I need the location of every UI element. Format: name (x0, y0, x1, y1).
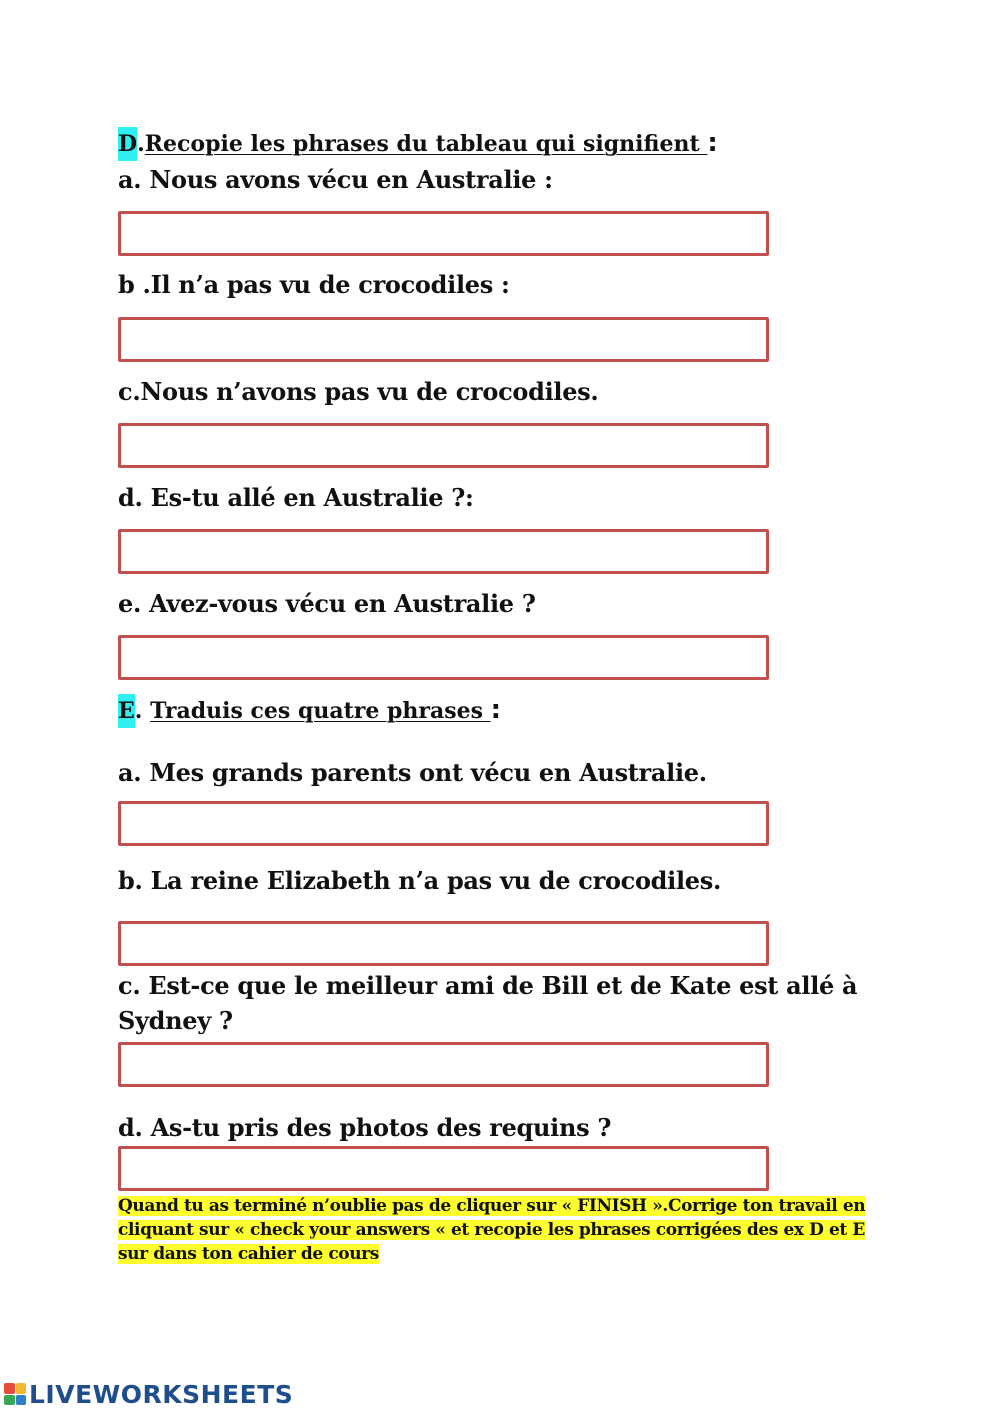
answer-input-d-a[interactable] (118, 211, 769, 256)
answer-input-d-e[interactable] (118, 635, 769, 680)
section-e-heading (118, 694, 501, 728)
answer-input-e-b[interactable] (118, 921, 769, 966)
note-line-2: cliquant sur « check your answers « et recopie les phrases corrigées des ex D et E (118, 1220, 865, 1240)
answer-input-e-c[interactable] (118, 1042, 769, 1087)
section-d-instruction: Recopie les phrases du tableau qui signifient (144, 131, 708, 157)
section-e-separator: . (134, 698, 151, 724)
question-e-b: b. La reine Elizabeth n’a pas vu de crocodiles. (118, 866, 722, 895)
liveworksheets-logo[interactable] (4, 1378, 293, 1410)
question-d-d: d. Es-tu allé en Australie ?: (118, 483, 474, 512)
section-d-colon: : (707, 128, 718, 158)
answer-input-d-d[interactable] (118, 529, 769, 574)
section-d-letter: D (118, 127, 137, 161)
question-e-d: d. As-tu pris des photos des requins ? (118, 1113, 612, 1142)
note-line-3: sur dans ton cahier de cours (118, 1244, 379, 1264)
question-d-b: b .Il n’a pas vu de crocodiles : (118, 270, 510, 299)
liveworksheets-logo-icon (4, 1383, 26, 1405)
question-d-c: c.Nous n’avons pas vu de crocodiles. (118, 377, 599, 406)
section-d-separator: . (137, 131, 145, 157)
question-e-a: a. Mes grands parents ont vécu en Australie. (118, 758, 707, 787)
answer-input-e-a[interactable] (118, 801, 769, 846)
question-e-c: c. Est-ce que le meilleur ami de Bill et de Kate est allé à Sydney ? (118, 971, 858, 1035)
answer-input-e-d[interactable] (118, 1146, 769, 1191)
section-e-letter: E (118, 694, 135, 728)
section-e-instruction: Traduis ces quatre phrases (150, 698, 491, 724)
question-d-a: a. Nous avons vécu en Australie : (118, 165, 553, 194)
note-line-1: Quand tu as terminé n’oublie pas de cliquer sur « FINISH ».Corrige ton travail en (118, 1196, 866, 1216)
section-e-colon: : (490, 695, 502, 725)
section-d-heading (118, 127, 718, 161)
question-d-e: e. Avez-vous vécu en Australie ? (118, 589, 536, 618)
finish-instructions-note (118, 1194, 888, 1266)
answer-input-d-c[interactable] (118, 423, 769, 468)
answer-input-d-b[interactable] (118, 317, 769, 362)
logo-text: LIVEWORKSHEETS (29, 1379, 294, 1409)
